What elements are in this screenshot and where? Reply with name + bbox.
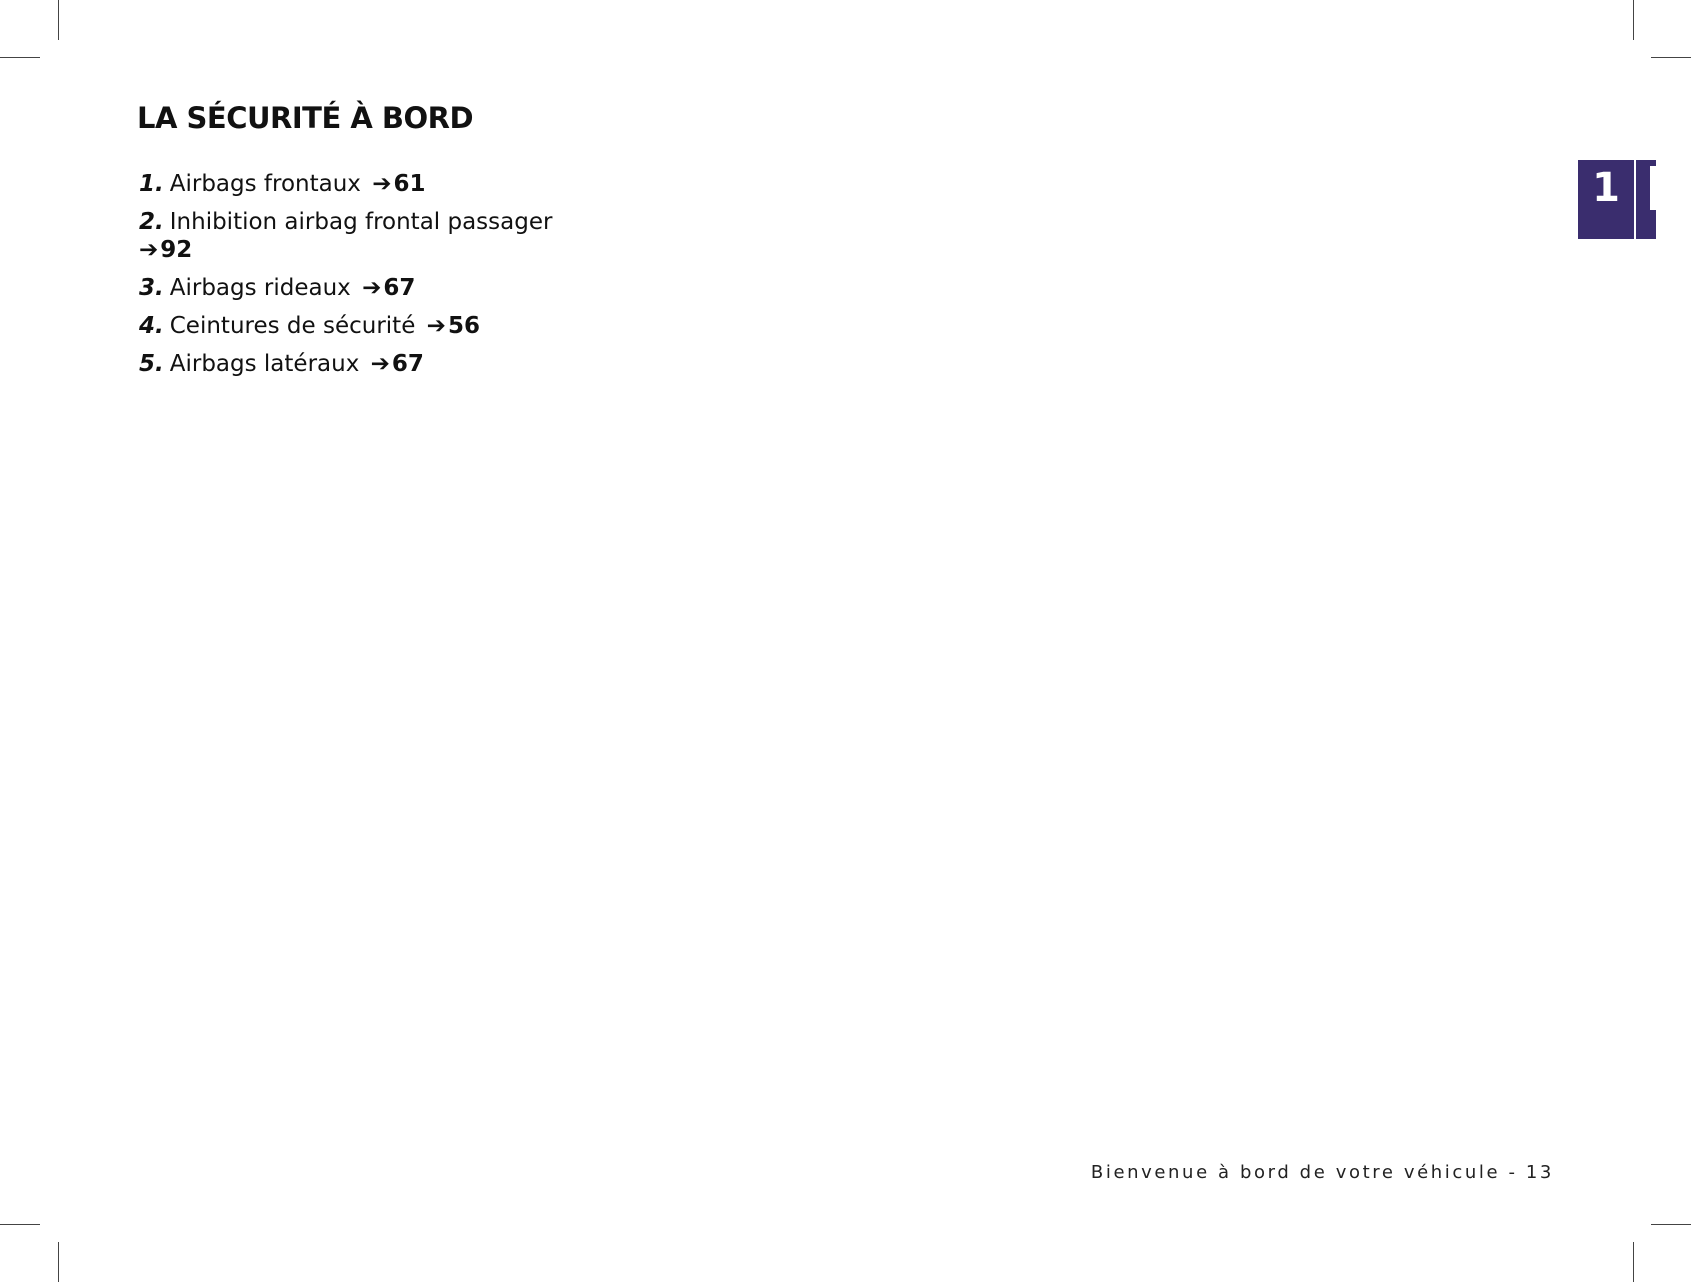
- item-number: 3.: [139, 275, 164, 301]
- arrow-right-icon: ➔: [362, 275, 382, 301]
- page-title: LA SÉCURITÉ À BORD: [137, 101, 474, 135]
- crop-mark: [58, 0, 59, 40]
- list-item[interactable]: [139, 312, 579, 340]
- crop-mark: [1633, 1242, 1634, 1282]
- section-tab-number: 1: [1592, 165, 1620, 211]
- list-item[interactable]: [139, 274, 579, 302]
- crop-mark: [0, 57, 40, 58]
- safety-item-list: [139, 170, 579, 388]
- item-label: Airbags latéraux: [169, 351, 360, 377]
- item-number: 2.: [139, 209, 164, 235]
- item-number: 1.: [139, 171, 164, 197]
- page-reference-link[interactable]: 56: [447, 313, 480, 339]
- page-reference-link[interactable]: 67: [391, 351, 424, 377]
- page-footer: Bienvenue à bord de votre véhicule - 13: [1090, 1162, 1554, 1183]
- page-reference-link[interactable]: 92: [160, 237, 193, 263]
- crop-mark: [1651, 57, 1691, 58]
- page-reference-link[interactable]: 61: [393, 171, 426, 197]
- item-label: Inhibition airbag frontal passager: [169, 209, 553, 235]
- section-tab[interactable]: [1578, 160, 1634, 239]
- arrow-right-icon: ➔: [426, 313, 446, 339]
- list-item[interactable]: [139, 350, 579, 378]
- arrow-right-icon: ➔: [139, 237, 159, 263]
- item-label: Airbags frontaux: [169, 171, 361, 197]
- arrow-right-icon: ➔: [370, 351, 390, 377]
- page-reference-link[interactable]: 67: [383, 275, 416, 301]
- section-tab-edge-mark: [1650, 166, 1656, 210]
- item-label: Ceintures de sécurité: [169, 313, 416, 339]
- crop-mark: [1633, 0, 1634, 40]
- item-number: 4.: [139, 313, 164, 339]
- arrow-right-icon: ➔: [372, 171, 392, 197]
- item-label: Airbags rideaux: [169, 275, 351, 301]
- item-number: 5.: [139, 351, 164, 377]
- crop-mark: [1651, 1224, 1691, 1225]
- list-item[interactable]: [139, 208, 579, 264]
- list-item[interactable]: [139, 170, 579, 198]
- crop-mark: [58, 1242, 59, 1282]
- crop-mark: [0, 1224, 40, 1225]
